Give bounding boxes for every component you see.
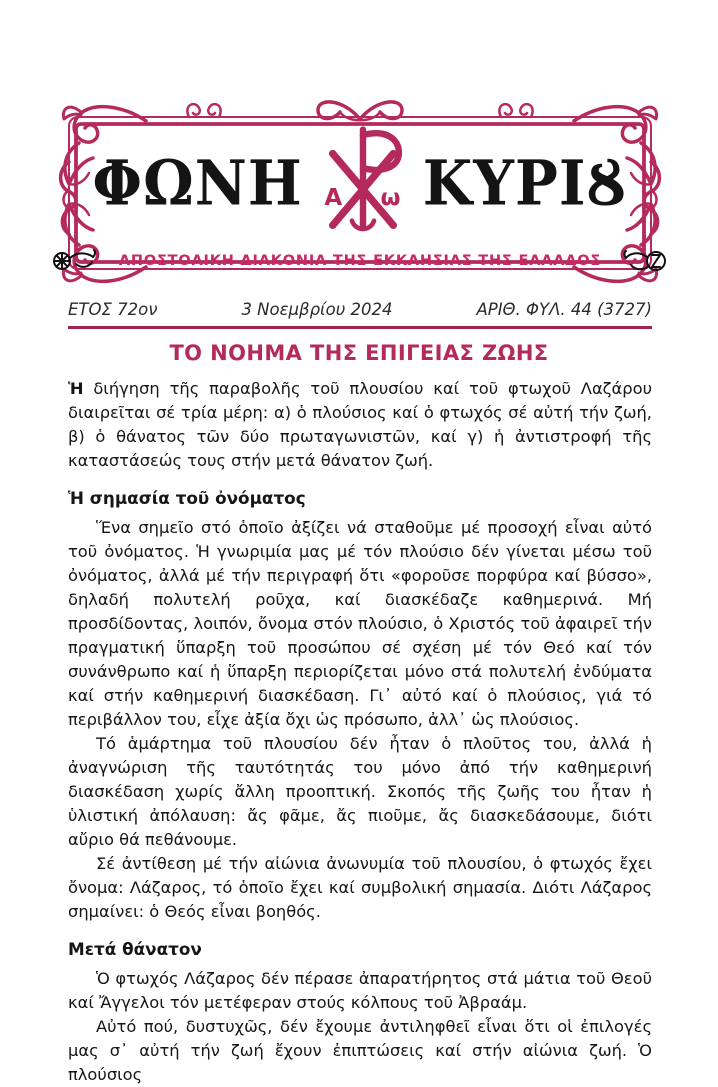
chi-rho-alpha: Α [324,185,342,212]
article-body [68,377,652,1087]
paragraph: Σέ ἀντίθεση μέ τήν αἰώνια ἀνωνυμία τοῦ πλουσίου, ὁ φτωχός ἔχει ὄνομα: Λάζαρος, τό ὁποῖο ἔχει καί συμβολική σημασία. Διότι Λάζαρος σημαίνει: ὁ Θεός εἶναι βοηθός. [68,854,652,921]
chi-rho-omega: ω [380,185,401,212]
masthead [66,120,654,246]
printer-ornament-left-icon [49,247,97,275]
dateline-issue: ΑΡΙΘ. ΦΥΛ. 44 (3727) [476,300,652,319]
masthead-title-right: ΚΥΡΙȢ [422,146,628,220]
frame-top-crest [318,102,402,120]
frame-top-curl-left [187,104,220,117]
lead-text: διήγηση τῆς παραβολῆς τοῦ πλουσίου καί τοῦ φτωχοῦ Λαζάρου διαιρεῖται σέ τρία μέρη: α) ὁ πλούσιος καί ὁ φτωχός σέ αὐτή τήν ζωή, β) ὁ θάνατος τῶν δύο πρωταγωνιστῶν, καί γ) ἡ ἀντιστροφή τῆς καταστάσεώς τους στήν μετά θάνατον ζωή. [68,379,652,470]
lead-initial: Ἡ [68,379,84,398]
paragraph: Ὁ φτωχός Λάζαρος δέν πέρασε ἀπαρατήρητος στά μάτια τοῦ Θεοῦ καί Ἄγγελοι τόν μετέφεραν στούς κόλπους τοῦ Ἀβραάμ. [68,969,652,1012]
masthead-subtitle-row [66,246,654,276]
dateline-date: 3 Νοεμβρίου 2024 [241,300,393,319]
paragraph: Τό ἁμάρτημα τοῦ πλουσίου δέν ἦταν ὁ πλοῦτος του, ἀλλά ἡ ἀναγνώριση τῆς ταυτότητάς του μόνο ἀπό τήν καθημερινή διασκέδαση χωρίς ἄλλη προοπτική. Σκοπός τῆς ζωῆς του ἦταν ἡ ὑλιστική ἀπόλαυση: ἄς φᾶμε, ἄς πιοῦμε, ἄς διασκεδάσουμε, διότι αὔριο θά πεθάνουμε. [68,734,652,849]
paragraph-lead [68,377,652,473]
article-title: ΤΟ ΝΟΗΜΑ ΤΗΣ ΕΠΙΓΕΙΑΣ ΖΩΗΣ [169,341,549,365]
printer-ornament-right-icon [623,247,671,275]
masthead-subtitle: ΑΠΟΣΤΟΛΙΚΗ ΔΙΑΚΟΝΙΑ ΤΗΣ ΕΚΚΛΗΣΙΑΣ ΤΗΣ ΕΛΛΑΔΟΣ [118,253,602,269]
section-heading-after-death: Μετά θάνατον [68,939,202,959]
dateline-rule [68,326,652,329]
frame-top-curl-right [499,104,532,117]
dateline [68,300,652,319]
dateline-year: ΕΤΟΣ 72ον [68,300,158,319]
paragraph: Ἕνα σημεῖο στό ὁποῖο ἀξίζει νά σταθοῦμε μέ προσοχή εἶναι αὐτό τοῦ ὀνόματος. Ἡ γνωριμία μας μέ τόν πλούσιο δέν γίνεται μέσω τοῦ ὀνόματος, ἀλλά μέ τήν περιγραφή ὅτι «φοροῦσε πορφύρα καί βύσσο», δηλαδή πολυτελή ροῦχα, καί διασκέδαζε καθημερινά. Μή προσδίδοντας, λοιπόν, ὄνομα στόν πλούσιο, ὁ Χριστός τοῦ ἀφαιρεῖ τήν πραγματική ὕπαρξη τοῦ προσώπου σέ σχέση μέ τόν Θεό καί τόν συνάνθρωπο καί ἡ ὕπαρξη περιορίζεται μόνο στά πολυτελή ἐνδύματα καί στήν καθημερινή διασκέδαση. Γι᾽ αὐτό καί ὁ πλούσιος, γιά τό περιβάλλον του, εἶχε ἀξία ὄχι ὡς πρόσωπο, ἀλλ᾽ ὡς πλούσιος. [68,518,652,729]
masthead-title-left: ΦΩΝΗ [92,146,303,220]
chi-rho-icon [317,122,409,244]
paragraph: Αὐτό πού, δυστυχῶς, δέν ἔχουμε ἀντιληφθεῖ εἶναι ὅτι οἱ ἐπιλογές μας σ᾽ αὐτή τήν ζωή ἔχουν ἐπιπτώσεις καί στήν αἰώνια ζωή. Ὁ πλούσιος [68,1017,652,1084]
section-heading-name-meaning: Ἡ σημασία τοῦ ὀνόματος [68,488,306,508]
